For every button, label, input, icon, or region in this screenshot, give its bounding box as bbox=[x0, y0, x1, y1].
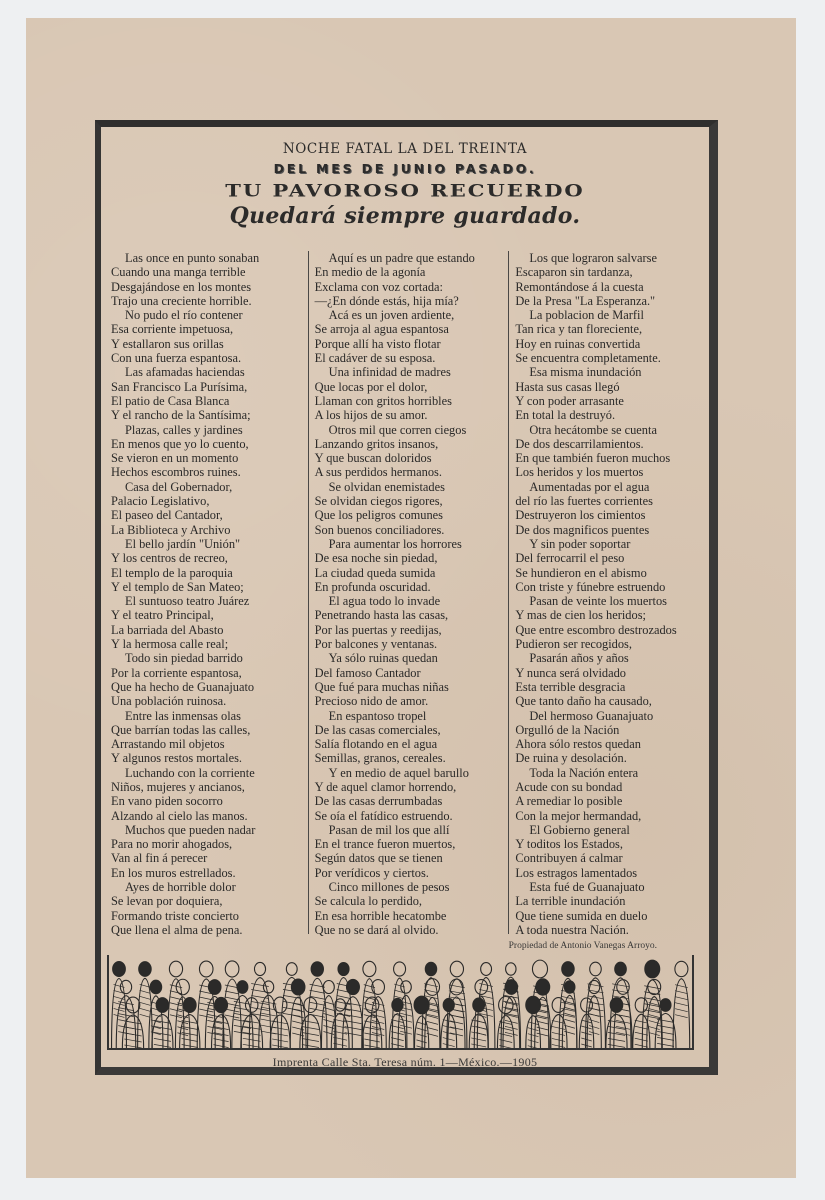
poem-line: En menos que yo lo cuento, bbox=[111, 436, 249, 451]
poem-line: Para no morir ahogados, bbox=[111, 837, 233, 852]
poem-line: Casa del Gobernador, bbox=[125, 479, 233, 494]
poem-line: Y nunca será olvidado bbox=[515, 665, 626, 680]
poem-line: Se olvidan ciegos rigores, bbox=[314, 494, 443, 509]
poem-line: Y el templo de San Mateo; bbox=[111, 579, 244, 594]
poem-line: Salía flotando en el agua bbox=[314, 737, 438, 752]
poem-line: A remediar lo posible bbox=[515, 794, 623, 809]
poem-line: En que también fueron muchos bbox=[515, 451, 671, 466]
poem-line: El templo de la paroquia bbox=[111, 565, 233, 580]
poem-line: En profunda oscuridad. bbox=[314, 579, 431, 594]
poem-line: Hoy en ruinas convertida bbox=[515, 336, 641, 351]
poem-line: En el trance fueron muertos, bbox=[314, 837, 456, 852]
poem-line: Cuando una manga terrible bbox=[111, 265, 246, 280]
poem-line: Que los peligros comunes bbox=[314, 508, 443, 523]
poem-line: Se calcula lo perdido, bbox=[314, 894, 422, 909]
poem-line: Y el rancho de la Santísima; bbox=[111, 408, 251, 423]
poem-line: Hasta sus casas llegó bbox=[515, 379, 620, 394]
poem-line: De dos descarrilamientos. bbox=[515, 436, 644, 451]
poem-columns bbox=[107, 251, 709, 937]
poem-line: Arrastando mil objetos bbox=[111, 737, 225, 752]
poem-line: Muchos que pueden nadar bbox=[125, 822, 256, 837]
poem-line: A toda nuestra Nación. bbox=[515, 922, 629, 937]
poem-line: Todo sin piedad barrido bbox=[125, 651, 243, 666]
heading-line-2: DEL MES DE JUNIO PASADO. bbox=[273, 161, 537, 176]
poem-line: Contribuyen á calmar bbox=[515, 851, 623, 866]
poem-line: Pudieron ser recogidos, bbox=[515, 637, 632, 652]
poem-line: El Gobierno general bbox=[529, 822, 630, 837]
poem-line: Se hundieron en el abismo bbox=[515, 565, 647, 580]
poem-line: Son buenos conciliadores. bbox=[314, 522, 445, 537]
poem-column-3 bbox=[508, 251, 709, 937]
poem-line: Esa corriente impetuosa, bbox=[111, 322, 234, 337]
poem-line: El bello jardín "Unión" bbox=[125, 536, 241, 551]
poem-line: Por verídicos y ciertos. bbox=[314, 865, 429, 880]
poem-line: Ya sólo ruinas quedan bbox=[328, 651, 438, 666]
poem-line: Lanzando gritos insanos, bbox=[314, 436, 439, 451]
poem-line: Trajo una creciente horrible. bbox=[111, 293, 252, 308]
poem-line: En total la destruyó. bbox=[515, 408, 616, 423]
poem-line: Porque allí ha visto flotar bbox=[314, 336, 441, 351]
poem-line: Llaman con gritos horribles bbox=[314, 393, 452, 408]
poem-line: A los hijos de su amor. bbox=[314, 408, 428, 423]
crowd-illustration bbox=[107, 955, 694, 1050]
poem-line: Y sin poder soportar bbox=[529, 536, 631, 551]
publisher-credit: Propiedad de Antonio Vanegas Arroyo. bbox=[508, 941, 657, 951]
poem-line: Según datos que se tienen bbox=[314, 851, 443, 866]
poem-line: Y con poder arrasante bbox=[515, 393, 624, 408]
imprint-line: Imprenta Calle Sta. Teresa núm. 1—México.—1905 bbox=[272, 1055, 538, 1069]
poem-line: Una población ruinosa. bbox=[111, 694, 227, 709]
poem-line: Con la mejor hermandad, bbox=[515, 808, 642, 823]
poem-line: Que no se dará al olvido. bbox=[314, 922, 439, 937]
poem-line: Y estallaron sus orillas bbox=[111, 336, 224, 351]
poem-line: Que ha hecho de Guanajuato bbox=[111, 679, 255, 694]
poem-line: La terrible inundación bbox=[515, 894, 626, 909]
poem-line: Del ferrocarril el peso bbox=[515, 551, 625, 566]
poem-line: En vano piden socorro bbox=[111, 794, 223, 809]
poem-line: Con triste y fúnebre estruendo bbox=[515, 579, 666, 594]
poem-line: Y la hermosa calle real; bbox=[111, 637, 229, 652]
poem-line: El agua todo lo invade bbox=[328, 594, 441, 609]
poem-line: Orgulló de la Nación bbox=[515, 722, 620, 737]
poem-line: Otros mil que corren ciegos bbox=[328, 422, 467, 437]
poem-line: De la Presa "La Esperanza." bbox=[515, 293, 656, 308]
poem-line: Plazas, calles y jardines bbox=[125, 422, 243, 437]
poem-column-2 bbox=[308, 251, 509, 937]
heading-line-1: NOCHE FATAL LA DEL TREINTA bbox=[282, 141, 528, 157]
poem-line: del río las fuertes corrientes bbox=[515, 494, 653, 509]
poem-line: Se vieron en un momento bbox=[111, 451, 239, 466]
poem-line: En medio de la agonía bbox=[314, 265, 426, 280]
poem-line: Del hermoso Guanajuato bbox=[529, 708, 654, 723]
poem-line: Tan rica y tan floreciente, bbox=[515, 322, 643, 337]
poem-column-1 bbox=[107, 251, 308, 937]
poem-line: Que tiene sumida en duelo bbox=[515, 908, 648, 923]
poem-line: Ayes de horrible dolor bbox=[125, 880, 236, 895]
poem-line: Y el teatro Principal, bbox=[111, 608, 214, 623]
poem-line: Y toditos los Estados, bbox=[515, 837, 623, 852]
poem-line: Entre las inmensas olas bbox=[125, 708, 241, 723]
poem-line: Cinco millones de pesos bbox=[328, 880, 450, 895]
poem-line: De esa noche sin piedad, bbox=[314, 551, 438, 566]
poem-line: Las afamadas haciendas bbox=[125, 365, 245, 380]
poem-line: Los que lograron salvarse bbox=[529, 251, 657, 265]
poem-line: Las once en punto sonaban bbox=[125, 251, 260, 265]
poem-line: Que locas por el dolor, bbox=[314, 379, 428, 394]
poem-line: La ciudad queda sumida bbox=[314, 565, 436, 580]
poem-line: Esta fué de Guanajuato bbox=[529, 880, 645, 895]
poem-line: Remontándose á la cuesta bbox=[515, 279, 644, 294]
poem-line: Exclama con voz cortada: bbox=[314, 279, 443, 294]
poem-line: Pasarán años y años bbox=[529, 651, 629, 666]
poem-line: De las casas comerciales, bbox=[314, 722, 441, 737]
poem-line: Y en medio de aquel barullo bbox=[328, 765, 469, 780]
poem-line: Pasan de veinte los muertos bbox=[529, 594, 667, 609]
poem-line: Se oía el fatídico estruendo. bbox=[314, 808, 453, 823]
heading-line-4: Quedará siempre guardado. bbox=[229, 203, 581, 229]
poem-line: Que tanto daño ha causado, bbox=[515, 694, 652, 709]
poem-line: Esa misma inundación bbox=[529, 365, 642, 380]
poem-line: Y de aquel clamor horrendo, bbox=[314, 779, 457, 794]
poem-line: Destruyeron los cimientos bbox=[515, 508, 646, 523]
poem-line: Que llena el alma de pena. bbox=[111, 922, 243, 937]
poem-line: Toda la Nación entera bbox=[529, 765, 639, 780]
poem-line: De ruina y desolación. bbox=[515, 751, 627, 766]
poem-line: De las casas derrumbadas bbox=[314, 794, 443, 809]
broadside-frame bbox=[95, 120, 718, 1075]
poem-line: Desgajándose en los montes bbox=[111, 279, 252, 294]
poem-line: Se arroja al agua espantosa bbox=[314, 322, 449, 337]
poem-line: Se encuentra completamente. bbox=[515, 351, 661, 366]
heading-line-3: TU PAVOROSO RECUERDO bbox=[225, 181, 585, 201]
poem-line: Niños, mujeres y ancianos, bbox=[111, 779, 245, 794]
poem-line: Para aumentar los horrores bbox=[328, 536, 462, 551]
poem-line: Otra hecátombe se cuenta bbox=[529, 422, 657, 437]
poem-line: El paseo del Cantador, bbox=[111, 508, 223, 523]
poem-line: Los estragos lamentados bbox=[515, 865, 638, 880]
poem-line: Y los centros de recreo, bbox=[111, 551, 228, 566]
poem-line: En espantoso tropel bbox=[328, 708, 427, 723]
poem-line: El cadáver de su esposa. bbox=[314, 351, 436, 366]
poem-line: Por la corriente espantosa, bbox=[111, 665, 242, 680]
poem-line: La Biblioteca y Archivo bbox=[111, 522, 231, 537]
poem-line: Se olvidan enemistades bbox=[328, 479, 445, 494]
poem-line: Formando triste concierto bbox=[111, 908, 240, 923]
poem-line: No pudo el río contener bbox=[125, 308, 243, 323]
poem-line: Que fué para muchas niñas bbox=[314, 679, 449, 694]
poem-line: Aquí es un padre que estando bbox=[328, 251, 475, 265]
poem-line: Esta terrible desgracia bbox=[515, 679, 626, 694]
poem-line: Los heridos y los muertos bbox=[515, 465, 644, 480]
poem-line: Que entre escombro destrozados bbox=[515, 622, 677, 637]
poem-line: Con una fuerza espantosa. bbox=[111, 351, 242, 366]
poem-line: Del famoso Cantador bbox=[314, 665, 421, 680]
poem-line: Escaparon sin tardanza, bbox=[515, 265, 633, 280]
poem-line: Pasan de mil los que allí bbox=[328, 822, 450, 837]
poem-line: Van al fin á perecer bbox=[111, 851, 208, 866]
poem-line: Semillas, granos, cereales. bbox=[314, 751, 446, 766]
poem-line: Aumentadas por el agua bbox=[529, 479, 650, 494]
poem-line: Luchando con la corriente bbox=[125, 765, 255, 780]
poem-line: San Francisco La Purísima, bbox=[111, 379, 248, 394]
poem-line: La poblacion de Marfil bbox=[529, 308, 644, 323]
poem-line: En esa horrible hecatombe bbox=[314, 908, 447, 923]
poem-line: Penetrando hasta las casas, bbox=[314, 608, 449, 623]
poem-line: Alzando al cielo las manos. bbox=[111, 808, 248, 823]
poem-line: Que barrían todas las calles, bbox=[111, 722, 251, 737]
poem-line: Palacio Legislativo, bbox=[111, 494, 210, 509]
poem-line: De dos magnificos puentes bbox=[515, 522, 650, 537]
poem-line: Hechos escombros ruines. bbox=[111, 465, 241, 480]
poem-line: Y algunos restos mortales. bbox=[111, 751, 242, 766]
poem-line: Una infinidad de madres bbox=[328, 365, 451, 380]
poem-line: En los muros estrellados. bbox=[111, 865, 236, 880]
poem-line: Y mas de cien los heridos; bbox=[515, 608, 646, 623]
poem-line: Acá es un joven ardiente, bbox=[328, 308, 455, 323]
poem-line: Precioso nido de amor. bbox=[314, 694, 429, 709]
poem-line: El patio de Casa Blanca bbox=[111, 393, 230, 408]
poem-line: Ahora sólo restos quedan bbox=[515, 737, 641, 752]
poem-line: Acude con su bondad bbox=[515, 779, 623, 794]
crowd-engraving-icon bbox=[109, 955, 692, 1048]
poem-line: Por las puertas y reedijas, bbox=[314, 622, 442, 637]
poem-line: —¿En dónde estás, hija mía? bbox=[314, 293, 459, 308]
poem-line: Se levan por doquiera, bbox=[111, 894, 223, 909]
poem-line: Y que buscan doloridos bbox=[314, 451, 432, 466]
poem-line: El suntuoso teatro Juárez bbox=[125, 594, 250, 609]
poem-line: La barriada del Abasto bbox=[111, 622, 224, 637]
poem-line: Por balcones y ventanas. bbox=[314, 637, 438, 652]
poem-line: A sus perdidos hermanos. bbox=[314, 465, 442, 480]
